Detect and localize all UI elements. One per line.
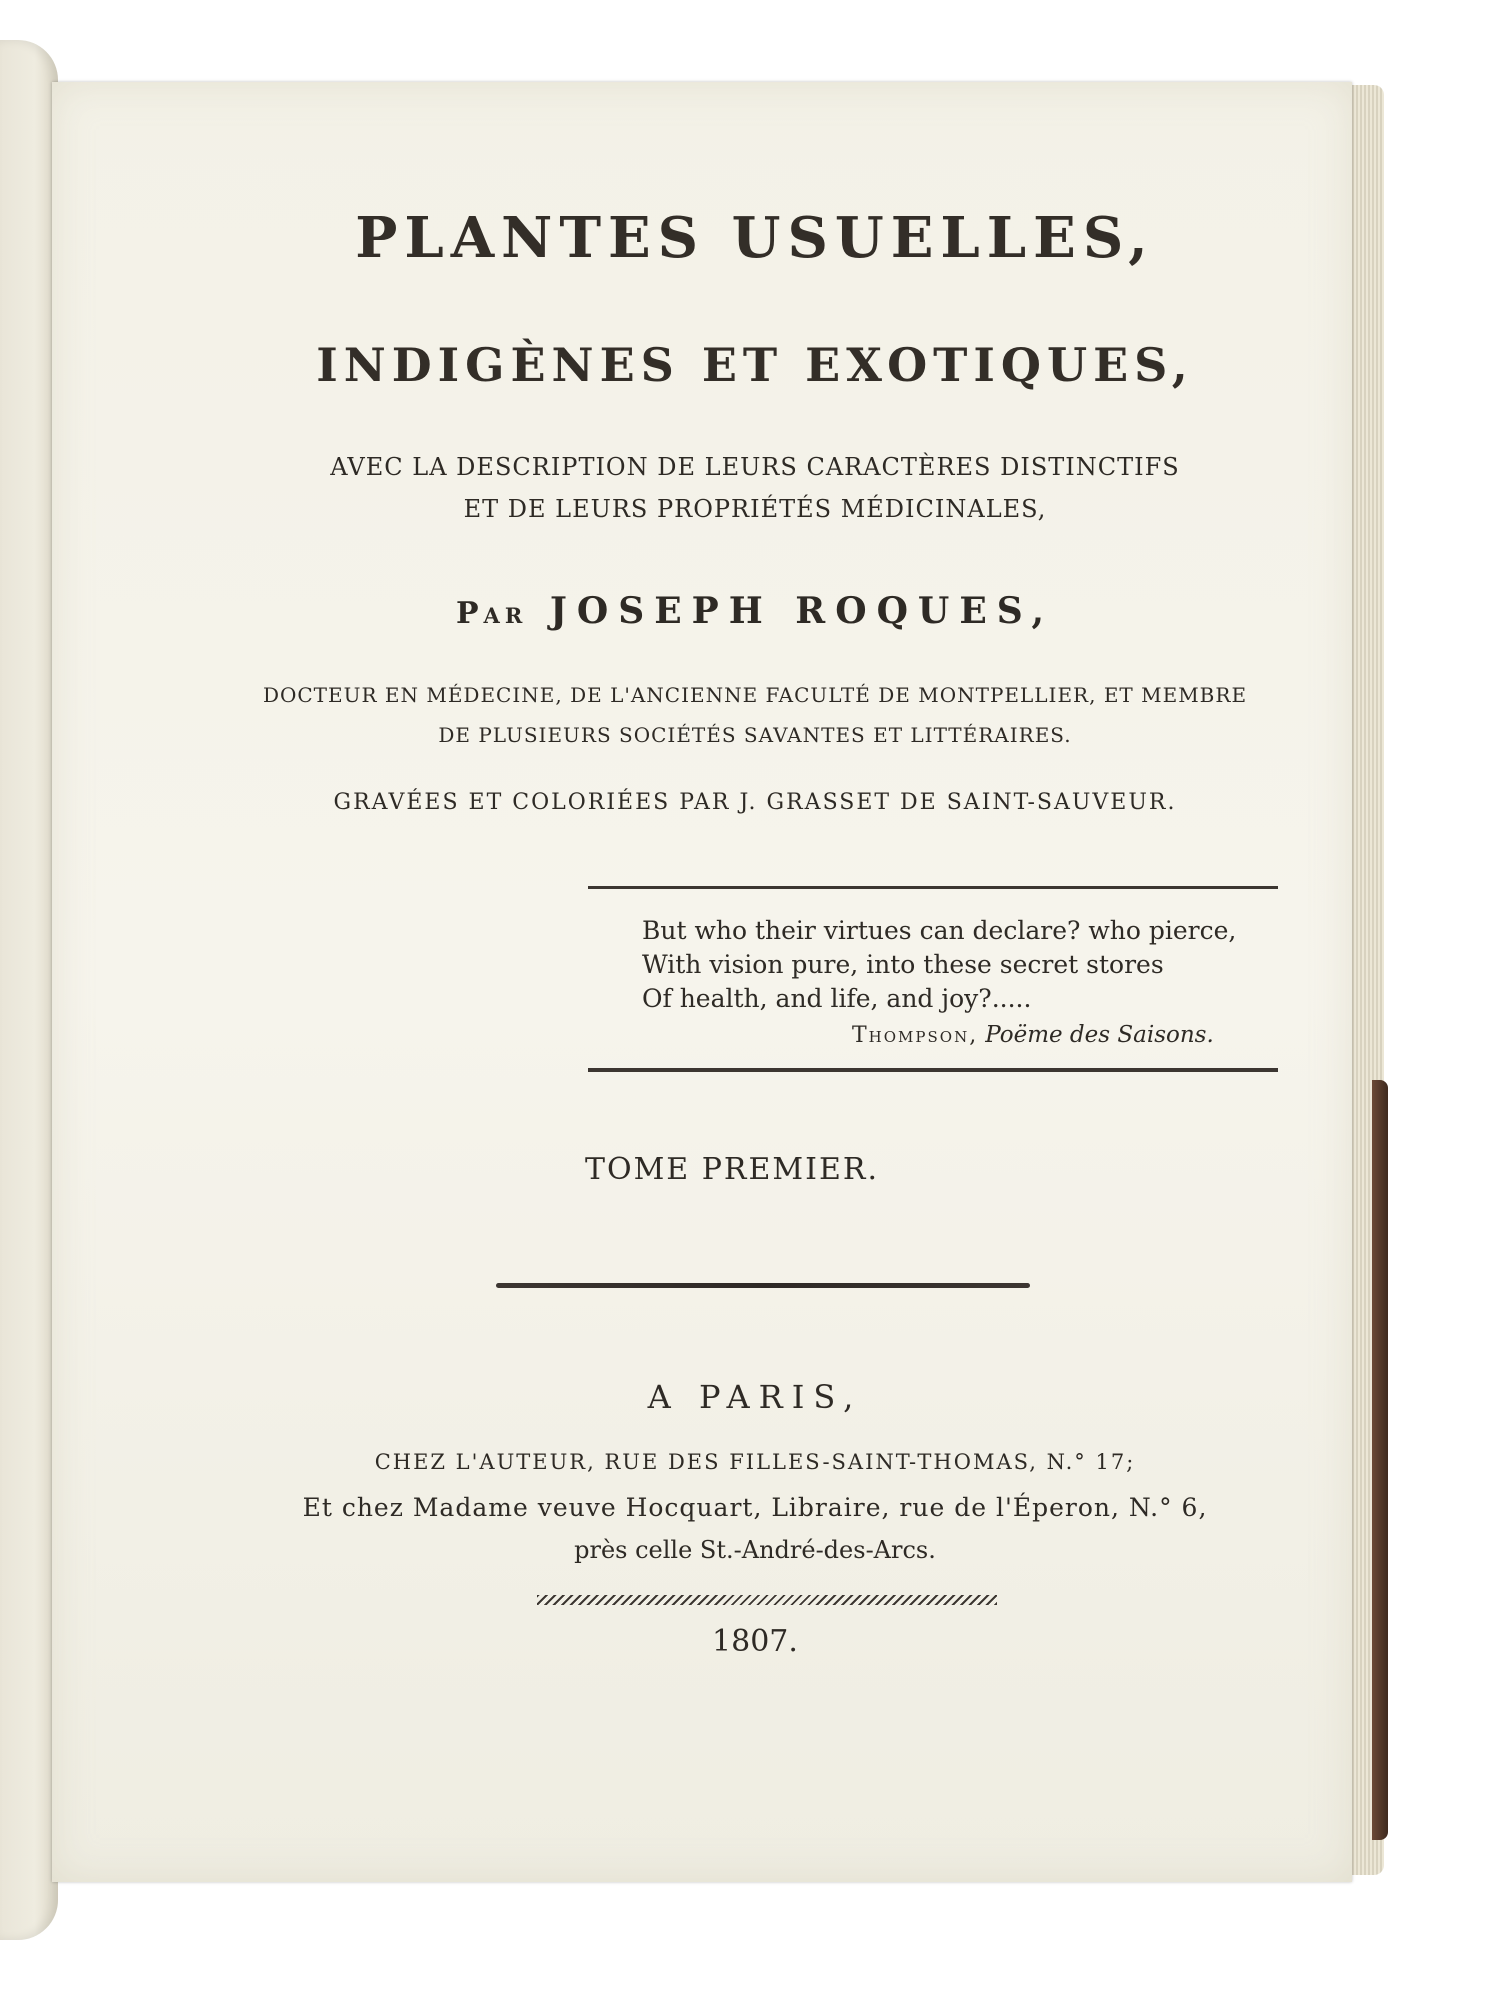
imprint-line-1: CHEZ L'AUTEUR, RUE DES FILLES-SAINT-THOMAS, N.° 17;	[374, 1450, 1136, 1474]
epigraph-top-rule	[588, 886, 1278, 889]
imprint-line-2: Et chez Madame veuve Hocquart, Libraire, rue de l'Éperon, N.° 6,	[302, 1493, 1208, 1522]
title-line-2: INDIGÈNES ET EXOTIQUES,	[316, 338, 1194, 392]
facing-page-edge	[0, 40, 58, 1940]
volume-label: TOME PREMIER.	[584, 1152, 880, 1187]
wavy-ornament	[537, 1595, 997, 1605]
epigraph-line-2: With vision pure, into these secret stores	[642, 950, 1164, 979]
book-spine	[1372, 1080, 1388, 1840]
imprint-city: A PARIS,	[647, 1378, 863, 1416]
author-line	[230, 590, 1280, 632]
epigraph-line-3: Of health, and life, and joy?.....	[642, 984, 1032, 1013]
imprint-year: 1807.	[712, 1624, 798, 1659]
credentials-line-2: DE PLUSIEURS SOCIÉTÉS SAVANTES ET LITTÉRAIRES.	[438, 723, 1072, 747]
description-line-1: AVEC LA DESCRIPTION DE LEURS CARACTÈRES DISTINCTIFS	[330, 453, 1180, 481]
epigraph-attribution	[852, 1022, 1214, 1048]
attribution-name: Thompson,	[852, 1023, 979, 1048]
author-prefix: Par	[455, 596, 528, 631]
title-line-1: PLANTES USUELLES,	[355, 205, 1155, 271]
imprint-line-3: près celle St.-André-des-Arcs.	[574, 1536, 936, 1564]
credentials-line-1: DOCTEUR EN MÉDECINE, DE L'ANCIENNE FACULTÉ DE MONTPELLIER, ET MEMBRE	[262, 683, 1248, 707]
author-name: JOSEPH ROQUES,	[549, 590, 1055, 632]
epigraph-bottom-rule	[588, 1068, 1278, 1072]
attribution-work: Poëme des Saisons.	[985, 1022, 1214, 1048]
ornamental-rule	[496, 1283, 1030, 1288]
description-line-2: ET DE LEURS PROPRIÉTÉS MÉDICINALES,	[463, 495, 1047, 523]
epigraph-line-1: But who their virtues can declare? who pierce,	[642, 916, 1237, 945]
engraver-line: GRAVÉES ET COLORIÉES PAR J. GRASSET DE SAINT-SAUVEUR.	[333, 790, 1177, 815]
